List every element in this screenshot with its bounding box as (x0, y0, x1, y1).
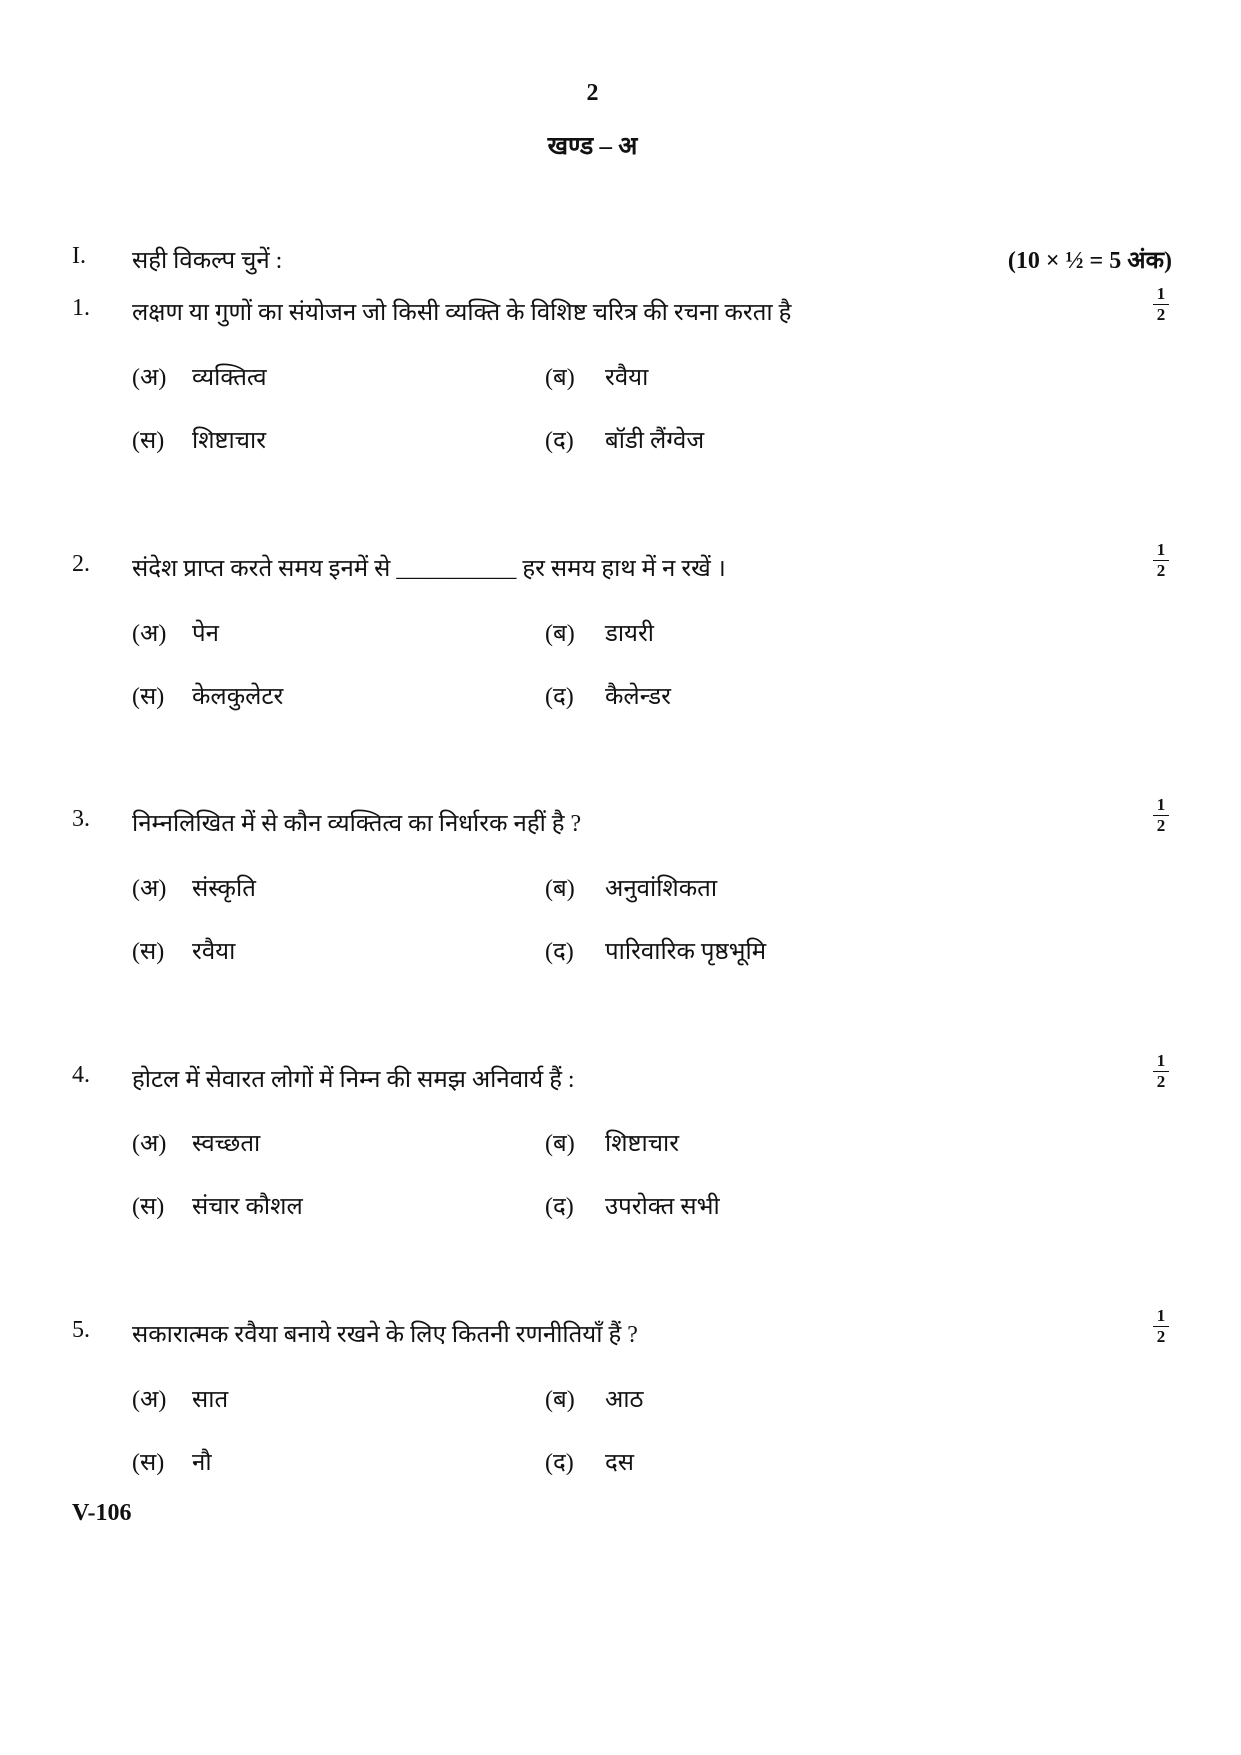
question-3 (72, 795, 1172, 846)
option-b (545, 871, 717, 904)
option-text: नौ (192, 1450, 212, 1476)
option-label: (द) (545, 684, 574, 710)
option-c (132, 934, 235, 967)
fraction-denominator: 2 (1156, 561, 1166, 580)
option-label: (स) (132, 939, 165, 965)
option-label: (द) (545, 428, 574, 454)
option-label: (स) (132, 428, 165, 454)
option-text: कैलेन्डर (605, 684, 671, 710)
option-text: उपरोक्त सभी (605, 1194, 720, 1220)
question-text: लक्षण या गुणों का संयोजन जो किसी व्यक्ति के विशिष्ट चरित्र की रचना करता है (132, 300, 792, 326)
option-b (545, 1382, 643, 1415)
option-label: (ब) (545, 621, 575, 647)
option-text: संस्कृति (192, 876, 256, 902)
option-label: (स) (132, 684, 165, 710)
option-label: (अ) (132, 621, 167, 647)
total-marks: (10 × ½ = 5 अंक) (1007, 248, 1172, 274)
question-text: निम्नलिखित में से कौन व्यक्तित्व का निर्धारक नहीं है ? (132, 811, 582, 837)
option-label: (ब) (545, 1131, 575, 1157)
question-text: सकारात्मक रवैया बनाये रखने के लिए कितनी रणनीतियाँ हैं ? (132, 1322, 638, 1348)
option-b (545, 360, 648, 393)
question-number: 3. (72, 806, 90, 832)
question-number: 2. (72, 551, 90, 577)
option-a (132, 1382, 228, 1415)
option-label: (द) (545, 1450, 574, 1476)
option-label: (द) (545, 1194, 574, 1220)
option-text: संचार कौशल (192, 1194, 303, 1220)
option-label: (अ) (132, 1131, 167, 1157)
option-a (132, 1126, 260, 1159)
option-c (132, 1445, 212, 1478)
question-2 (72, 540, 1172, 591)
fraction-numerator: 1 (1156, 1051, 1166, 1070)
question-5 (72, 1306, 1172, 1357)
option-text: बॉडी लैंग्वेज (605, 428, 705, 454)
option-label: (ब) (545, 876, 575, 902)
option-d (545, 679, 671, 712)
option-d (545, 1445, 634, 1478)
marks-fraction (1150, 1052, 1172, 1091)
page-number: 2 (586, 80, 599, 106)
instruction-text: सही विकल्प चुनें : (132, 248, 283, 274)
question-1 (72, 284, 1172, 335)
question-number: 4. (72, 1062, 90, 1088)
marks-fraction (1150, 1307, 1172, 1346)
marks-fraction (1150, 285, 1172, 324)
option-c (132, 679, 283, 712)
option-label: (ब) (545, 365, 575, 391)
fraction-numerator: 1 (1156, 795, 1166, 814)
option-c (132, 1189, 303, 1222)
option-a (132, 871, 256, 904)
section-title: खण्ड – अ (547, 133, 638, 160)
fraction-numerator: 1 (1156, 284, 1166, 303)
question-number: 5. (72, 1317, 90, 1343)
option-text: दस (605, 1450, 634, 1476)
marks-fraction (1150, 541, 1172, 580)
option-text: शिष्टाचार (192, 428, 267, 454)
fraction-denominator: 2 (1156, 816, 1166, 835)
option-a (132, 360, 267, 393)
question-text: संदेश प्राप्त करते समय इनमें से __________ हर समय हाथ में न रखें । (132, 556, 726, 582)
option-label: (स) (132, 1194, 165, 1220)
option-b (545, 616, 654, 649)
option-label: (स) (132, 1450, 165, 1476)
option-label: (द) (545, 939, 574, 965)
option-c (132, 423, 266, 456)
option-d (545, 934, 766, 967)
fraction-denominator: 2 (1156, 1072, 1166, 1091)
option-text: व्यक्तित्व (192, 365, 267, 391)
option-text: रवैया (192, 939, 236, 965)
option-label: (ब) (545, 1387, 575, 1413)
option-label: (अ) (132, 1387, 167, 1413)
marks-fraction (1150, 796, 1172, 835)
question-4 (72, 1051, 1172, 1102)
option-b (545, 1126, 679, 1159)
instruction-row (72, 243, 1172, 283)
option-text: आठ (605, 1387, 644, 1413)
question-number: 1. (72, 295, 90, 321)
option-text: डायरी (605, 621, 655, 647)
option-label: (अ) (132, 876, 167, 902)
option-a (132, 616, 219, 649)
paper-code: V-106 (72, 1500, 132, 1526)
option-text: केलकुलेटर (192, 684, 284, 710)
option-text: सात (192, 1387, 229, 1413)
fraction-numerator: 1 (1156, 540, 1166, 559)
option-text: अनुवांशिकता (605, 876, 718, 902)
fraction-denominator: 2 (1156, 1327, 1166, 1346)
instruction-number: I. (72, 243, 86, 269)
fraction-numerator: 1 (1156, 1306, 1166, 1325)
question-text: होटल में सेवारत लोगों में निम्न की समझ अनिवार्य हैं : (132, 1067, 575, 1093)
option-d (545, 1189, 720, 1222)
option-text: शिष्टाचार (605, 1131, 680, 1157)
option-text: रवैया (605, 365, 649, 391)
option-text: पारिवारिक पृष्ठभूमि (605, 939, 767, 965)
option-d (545, 423, 704, 456)
option-text: स्वच्छता (192, 1131, 261, 1157)
option-label: (अ) (132, 365, 167, 391)
fraction-denominator: 2 (1156, 305, 1166, 324)
option-text: पेन (192, 621, 219, 647)
